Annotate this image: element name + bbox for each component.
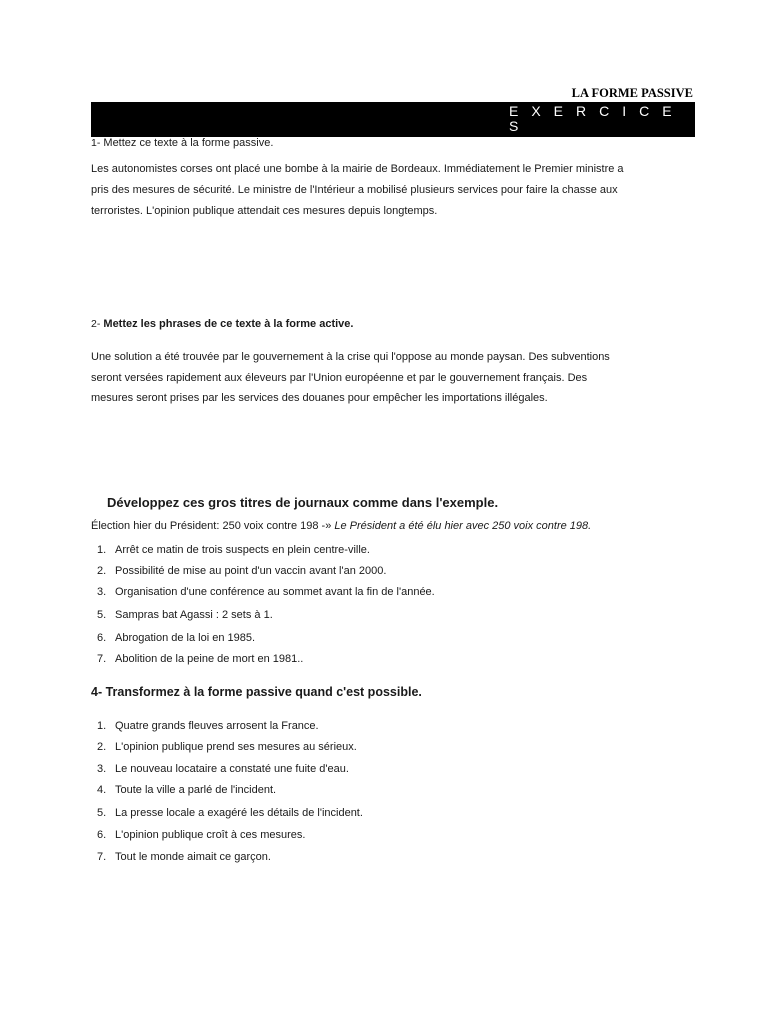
item-text: Organisation d'une conférence au sommet avant la fin de l'année. [115, 586, 435, 598]
item-number: 1. [97, 720, 107, 732]
item-text: Arrêt ce matin de trois suspects en plein centre-ville. [115, 544, 370, 556]
page-title: LA FORME PASSIVE [571, 86, 693, 100]
exercise-2-line: seront versées rapidement aux éleveurs par l'Union européenne et par le gouvernement français. Des [91, 371, 588, 384]
item-text: Possibilité de mise au point d'un vaccin avant l'an 2000. [115, 565, 387, 577]
header-bar-label: EXERCICES [509, 103, 685, 134]
item-text: La presse locale a exagéré les détails de l'incident. [115, 807, 363, 819]
exercise-2-text [91, 347, 687, 409]
exercise-1-text [91, 159, 687, 222]
list-item [97, 851, 363, 873]
list-item [97, 720, 363, 741]
exercise-3-list [97, 544, 435, 674]
example-prefix: Élection hier du Président: 250 voix contre 198 -» [91, 520, 332, 532]
item-number: 4. [97, 784, 107, 796]
list-item [97, 609, 435, 632]
item-number: 3. [97, 586, 107, 598]
item-number: 2. [97, 565, 107, 577]
exercise-1-line: Les autonomistes corses ont placé une bombe à la mairie de Bordeaux. Immédiatement le Premier ministre a [91, 163, 624, 175]
exercise-1-line: pris des mesures de sécurité. Le ministre de l'Intérieur a mobilisé plusieurs services pour faire la chasse aux [91, 184, 618, 196]
exercise-2-line: Une solution a été trouvée par le gouvernement à la crise qui l'oppose au monde paysan. Des subventions [91, 351, 610, 363]
item-number: 7. [97, 653, 107, 665]
item-number: 6. [97, 632, 107, 644]
list-item [97, 586, 435, 609]
list-item [97, 807, 363, 829]
header-bar [91, 102, 695, 137]
item-number: 1. [97, 544, 107, 556]
exercise-4-title: 4- Transformez à la forme passive quand c'est possible. [91, 685, 422, 699]
exercise-1-line: terroristes. L'opinion publique attendait ces mesures depuis longtemps. [91, 205, 438, 217]
exercise-3-example [91, 520, 591, 532]
item-text: Sampras bat Agassi : 2 sets à 1. [115, 609, 273, 621]
list-item [97, 544, 435, 565]
exercise-1-number: 1- [91, 137, 101, 149]
item-text: Abolition de la peine de mort en 1981.. [115, 653, 304, 665]
list-item [97, 741, 363, 763]
exercise-2-title [91, 318, 353, 330]
exercise-3-title: Développez ces gros titres de journaux comme dans l'exemple. [107, 495, 499, 510]
item-text: Toute la ville a parlé de l'incident. [115, 784, 277, 796]
item-text: Le nouveau locataire a constaté une fuite d'eau. [115, 763, 349, 775]
item-number: 3. [97, 763, 107, 775]
list-item [97, 763, 363, 784]
item-number: 5. [97, 807, 107, 819]
list-item [97, 653, 435, 674]
exercise-2-line: mesures seront prises par les services des douanes pour empêcher les importations illégales. [91, 392, 548, 404]
item-number: 2. [97, 741, 107, 753]
example-answer: Le Président a été élu hier avec 250 voix contre 198. [331, 520, 592, 532]
item-text: Quatre grands fleuves arrosent la France. [115, 720, 319, 732]
item-number: 7. [97, 851, 107, 863]
exercise-2-number: 2- [91, 318, 101, 330]
list-item [97, 784, 363, 807]
item-number: 6. [97, 829, 107, 841]
item-text: Tout le monde aimait ce garçon. [115, 851, 271, 863]
list-item [97, 632, 435, 653]
item-text: L'opinion publique prend ses mesures au sérieux. [115, 741, 357, 753]
item-number: 5. [97, 609, 107, 621]
exercise-1-title [91, 137, 273, 149]
item-text: L'opinion publique croît à ces mesures. [115, 829, 306, 841]
item-text: Abrogation de la loi en 1985. [115, 632, 256, 644]
exercise-4-list [97, 720, 363, 873]
exercise-2-instruction: Mettez les phrases de ce texte à la forme active. [103, 318, 354, 330]
list-item [97, 565, 435, 586]
list-item [97, 829, 363, 851]
exercise-1-instruction: Mettez ce texte à la forme passive. [103, 137, 274, 149]
